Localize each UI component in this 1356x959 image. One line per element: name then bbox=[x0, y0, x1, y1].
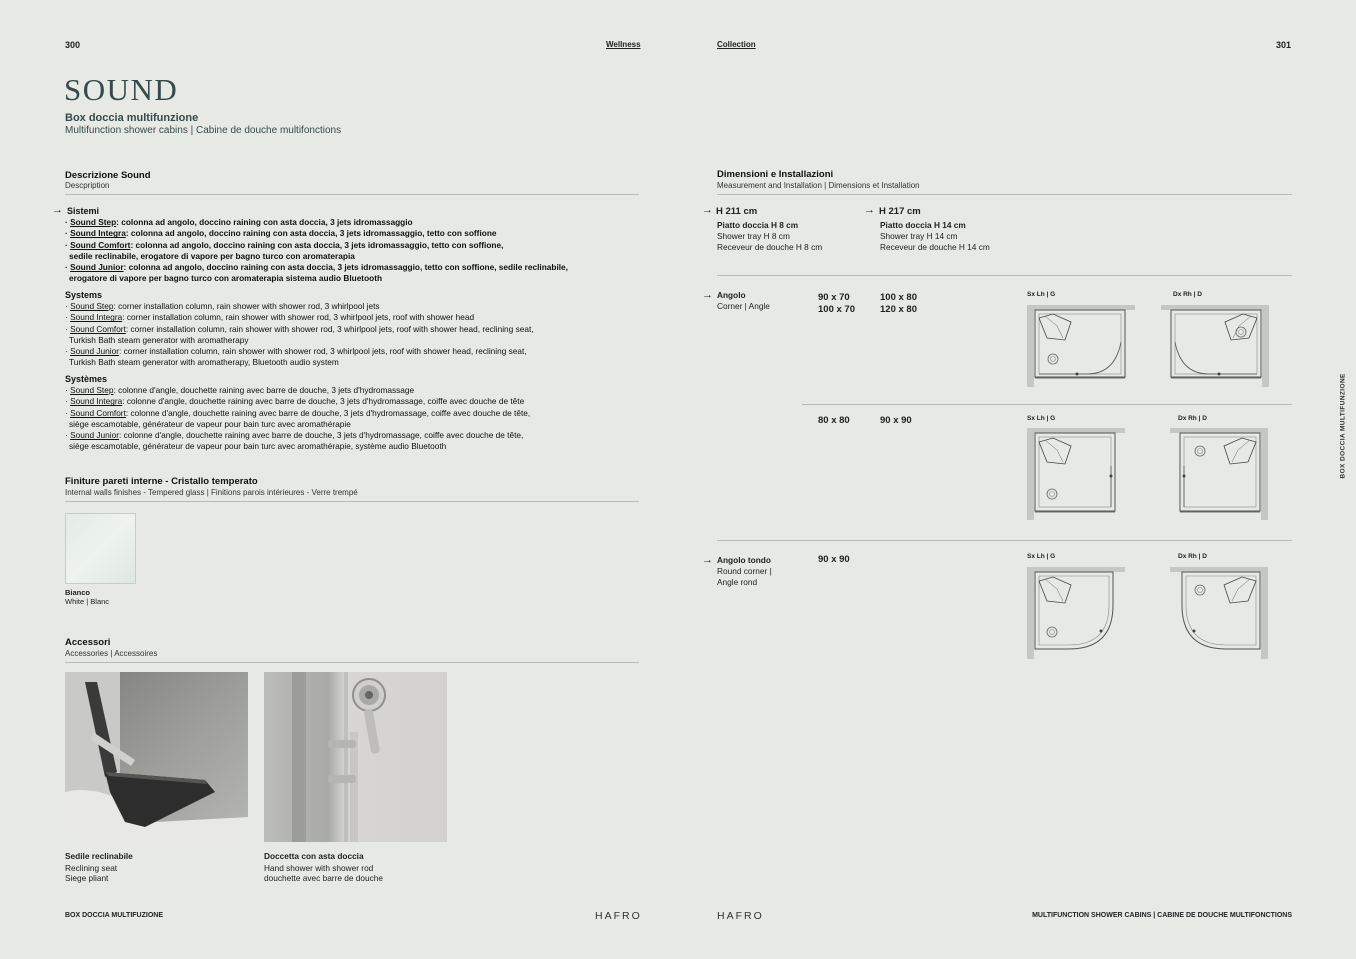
size-value: 90 x 90 bbox=[818, 554, 850, 565]
angolo-tondo-line: Round corner | bbox=[717, 566, 772, 576]
wellness-link[interactable]: Wellness bbox=[606, 40, 641, 49]
accessory-title: Doccetta con asta doccia bbox=[264, 851, 364, 861]
hand-shower-photo bbox=[264, 672, 447, 842]
left-page-number: 300 bbox=[65, 40, 81, 50]
floor-plan-corner-sx bbox=[1027, 302, 1137, 388]
sistemi-title: Sistemi bbox=[67, 206, 100, 216]
size-value: 100 x 70 bbox=[818, 304, 855, 315]
list-item-continuation: siège escamotable, générateur de vapeur pour bain turc avec aromathérapie bbox=[69, 418, 351, 429]
glass-swatch-white[interactable] bbox=[65, 513, 136, 584]
height-spec: Shower tray H 8 cm bbox=[717, 231, 790, 241]
list-item: · Sound Integra: colonna ad angolo, doccino raining con asta doccia, 3 jets idromassaggio, tetto con soffione bbox=[65, 228, 497, 239]
collection-link[interactable]: Collection bbox=[717, 40, 756, 49]
page-title: SOUND bbox=[64, 72, 179, 107]
plan-label-sx: Sx Lh | G bbox=[1027, 415, 1056, 422]
angolo-subtitle: Corner | Angle bbox=[717, 301, 770, 311]
arrow-right-icon: → bbox=[52, 204, 63, 216]
height-spec: Receveur de douche H 14 cm bbox=[880, 242, 990, 252]
systemes-list bbox=[65, 385, 530, 453]
size-value: 90 x 70 bbox=[818, 292, 850, 303]
height-title: H 211 cm bbox=[716, 206, 758, 217]
swatch-translations: White | Blanc bbox=[65, 597, 110, 606]
arrow-right-icon: → bbox=[864, 204, 875, 216]
brand-logo: HAFRO bbox=[595, 910, 642, 922]
arrow-right-icon: → bbox=[702, 204, 713, 216]
floor-plan-square-dx bbox=[1170, 426, 1270, 522]
accessory-line: Reclining seat bbox=[65, 863, 118, 873]
list-item-continuation: Turkish Bath steam generator with aromatherapy bbox=[69, 334, 249, 345]
list-item-continuation: siège escamotable, générateur de vapeur pour bain turc avec aromathérapie, système audio Bluetooth bbox=[69, 441, 447, 452]
height-spec: Piatto doccia H 14 cm bbox=[880, 220, 966, 230]
divider bbox=[65, 501, 639, 502]
systemes-title: Systèmes bbox=[65, 374, 108, 384]
dimensions-subheading: Measurement and Installation | Dimensions et Installation bbox=[717, 181, 920, 190]
floor-plan-round-sx bbox=[1027, 565, 1127, 661]
page-subtitle-translations: Multifunction shower cabins | Cabine de douche multifonctions bbox=[65, 125, 342, 136]
size-value: 90 x 90 bbox=[880, 415, 912, 426]
brand-logo: HAFRO bbox=[717, 910, 764, 922]
list-item: · Sound Step: colonne d'angle, douchette raining avec barre de douche, 3 jets d'hydromassage bbox=[65, 385, 415, 395]
plan-label-sx: Sx Lh | G bbox=[1027, 291, 1056, 298]
systems-list bbox=[65, 301, 534, 369]
plan-label-sx: Sx Lh | G bbox=[1027, 553, 1056, 560]
plan-label-dx: Dx Rh | D bbox=[1173, 291, 1202, 298]
list-item-continuation: erogatore di vapore per bagno turco con aromaterapia sistema audio Bluetooth bbox=[69, 273, 383, 284]
description-subheading: Descpription bbox=[65, 181, 110, 190]
side-vertical-label: BOX DOCCIA MULTIFUNZIONE bbox=[1339, 373, 1347, 479]
list-item: · Sound Comfort: colonna ad angolo, doccino raining con asta doccia, 3 jets idromassaggio, tetto con soffione, bbox=[65, 239, 504, 250]
divider bbox=[65, 194, 639, 195]
divider bbox=[717, 194, 1292, 195]
list-item: · Sound Integra: colonne d'angle, douchette raining avec barre de douche, 3 jets d'hydromassage, coiffe avec douche de tête bbox=[65, 396, 525, 407]
divider bbox=[65, 662, 639, 663]
accessory-title: Sedile reclinabile bbox=[65, 851, 133, 861]
list-item-continuation: sedile reclinabile, erogatore di vapore per bagno turco con aromaterapia bbox=[69, 250, 355, 261]
accessories-heading: Accessori bbox=[65, 637, 111, 648]
height-title: H 217 cm bbox=[879, 206, 921, 217]
floor-plan-corner-dx bbox=[1161, 302, 1271, 388]
right-page-number: 301 bbox=[1276, 40, 1292, 50]
list-item-continuation: Turkish Bath steam generator with aromatherapy, Bluetooth audio system bbox=[69, 357, 339, 368]
angolo-title: Angolo bbox=[717, 290, 746, 300]
footer-right-text: MULTIFUNCTION SHOWER CABINS | CABINE DE DOUCHE MULTIFONCTIONS bbox=[1032, 912, 1292, 919]
size-value: 120 x 80 bbox=[880, 304, 917, 315]
dimensions-heading: Dimensioni e Installazioni bbox=[717, 169, 834, 180]
angolo-tondo-title: Angolo tondo bbox=[717, 555, 771, 565]
floor-plan-square-sx bbox=[1027, 426, 1127, 522]
list-item: · Sound Junior: colonna ad angolo, doccino raining con asta doccia, 3 jets idromassaggio, tetto con soffione, sedile reclinabile, bbox=[65, 262, 568, 273]
size-value: 100 x 80 bbox=[880, 292, 917, 303]
list-item: · Sound Junior: colonne d'angle, douchette raining avec barre de douche, 3 jets d'hydromassage, coiffe avec douche de tête, bbox=[65, 430, 524, 441]
footer-left-text: BOX DOCCIA MULTIFUZIONE bbox=[65, 912, 163, 919]
arrow-right-icon: → bbox=[702, 554, 713, 566]
accessory-line: douchette avec barre de douche bbox=[264, 873, 384, 883]
list-item: · Sound Step: corner installation column, rain shower with shower rod, 3 whirlpool jets bbox=[65, 301, 380, 311]
description-heading: Descrizione Sound bbox=[65, 170, 151, 181]
divider bbox=[717, 275, 1292, 276]
size-value: 80 x 80 bbox=[818, 415, 850, 426]
accessory-line: Hand shower with shower rod bbox=[264, 863, 374, 873]
list-item: · Sound Junior: corner installation column, rain shower with shower rod, 3 whirlpool jets, roof with shower head, reclining seat, bbox=[65, 346, 527, 357]
sistemi-list bbox=[65, 217, 568, 285]
list-item: · Sound Step: colonna ad angolo, doccino raining con asta doccia, 3 jets idromassaggio bbox=[65, 217, 413, 227]
list-item: · Sound Integra: corner installation column, rain shower with shower rod, 3 whirlpool jets, roof with shower head bbox=[65, 312, 475, 323]
divider bbox=[717, 540, 1292, 541]
swatch-name: Bianco bbox=[65, 588, 91, 597]
divider bbox=[802, 404, 1292, 405]
angolo-tondo-line: Angle rond bbox=[717, 577, 758, 587]
list-item: · Sound Comfort: colonne d'angle, douchette raining avec barre de douche, 3 jets d'hydromassage, coiffe avec douche de tête, bbox=[65, 407, 531, 418]
finishes-subheading: Internal walls finishes - Tempered glass | Finitions parois intérieures - Verre trempé bbox=[65, 488, 358, 497]
list-item: · Sound Comfort: corner installation column, rain shower with shower rod, 3 whirlpool jets, roof with shower head, reclining seat, bbox=[65, 323, 534, 334]
plan-label-dx: Dx Rh | D bbox=[1178, 415, 1207, 422]
height-spec: Piatto doccia H 8 cm bbox=[717, 220, 799, 230]
reclining-seat-photo bbox=[65, 672, 248, 842]
systems-title: Systems bbox=[65, 290, 103, 300]
height-spec: Shower tray H 14 cm bbox=[880, 231, 958, 241]
floor-plan-round-dx bbox=[1170, 565, 1270, 661]
page-subtitle: Box doccia multifunzione bbox=[65, 112, 199, 124]
plan-label-dx: Dx Rh | D bbox=[1178, 553, 1207, 560]
accessories-subheading: Accessories | Accessoires bbox=[65, 649, 158, 658]
accessory-line: Siege pliant bbox=[65, 873, 109, 883]
finishes-heading: Finiture pareti interne - Cristallo temperato bbox=[65, 476, 258, 487]
height-spec: Receveur de douche H 8 cm bbox=[717, 242, 823, 252]
arrow-right-icon: → bbox=[702, 289, 713, 301]
